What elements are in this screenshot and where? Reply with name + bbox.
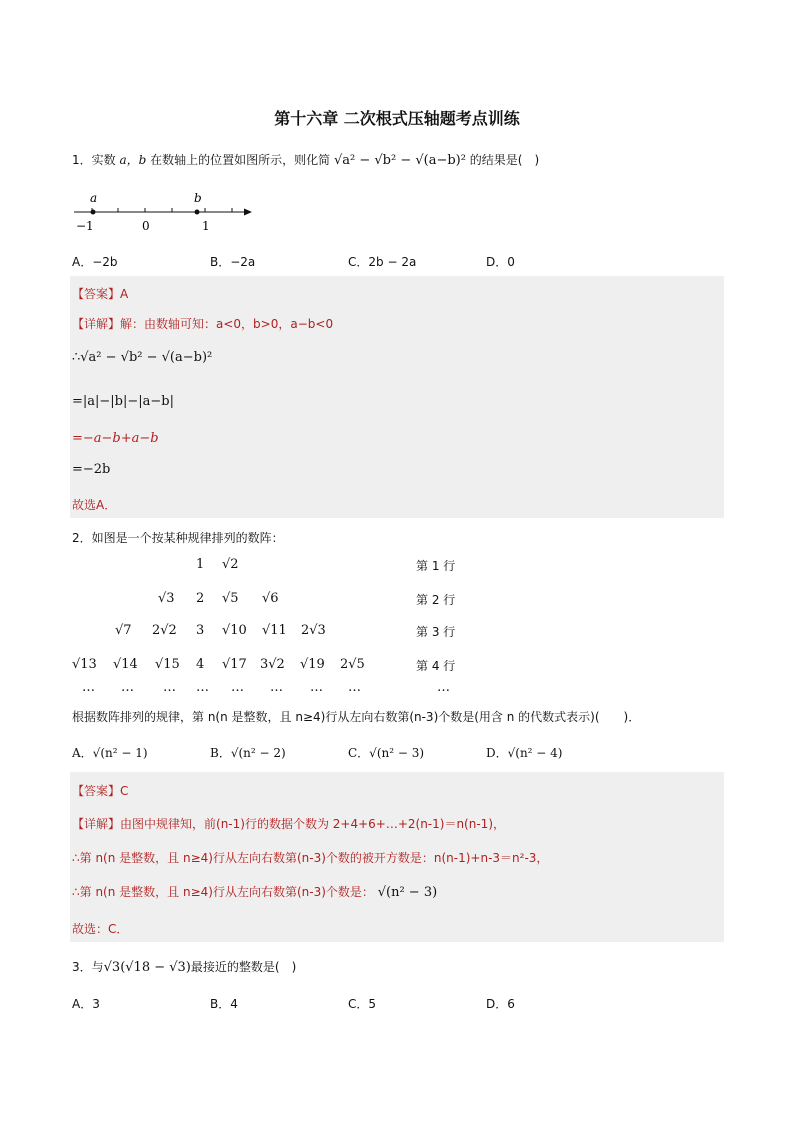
point-a: [91, 210, 96, 215]
q1-stem: [72, 151, 539, 168]
q2-detail-3-expression: √(n² − 3): [377, 885, 438, 900]
matrix-cell: √7: [115, 623, 132, 638]
matrix-cell: 2√5: [340, 657, 365, 672]
q2-stem: 2．如图是一个按某种规律排列的数阵：: [72, 531, 284, 545]
q1-detail-body: 解：由数轴可知：a<0，b>0，a−b<0: [120, 317, 334, 331]
q1-stem-suffix: 的结果是( ): [469, 153, 540, 167]
q1-step-1: ∴√a² − √b² − √(a−b)²: [72, 350, 213, 365]
q3-stem-expression: √3(√18 − √3): [103, 960, 191, 975]
q2-option-c[interactable]: C．√(n² − 3): [348, 746, 425, 760]
q1-detail: [72, 315, 333, 332]
matrix-cell: 2√3: [301, 623, 326, 638]
ellipsis: …: [196, 680, 209, 695]
q3-option-d[interactable]: D．6: [486, 997, 515, 1011]
ellipsis: …: [270, 680, 283, 695]
matrix-cell: √17: [222, 657, 247, 672]
ellipsis: …: [437, 680, 450, 695]
q3-option-c[interactable]: C．5: [348, 997, 377, 1011]
number-line-arrow: [244, 209, 252, 216]
matrix-cell: √10: [222, 623, 247, 638]
q2-detail-3: [72, 883, 437, 900]
q2-detail-1-head: 【详解】: [72, 817, 121, 831]
q2-option-a[interactable]: A．√(n² − 1): [72, 746, 148, 760]
q1-stem-prefix: 1．实数: [72, 153, 116, 167]
matrix-cell: √13: [72, 657, 97, 672]
q3-stem-suffix: 最接近的整数是( ): [190, 960, 297, 974]
q1-option-b[interactable]: B．−2a: [210, 255, 256, 269]
q1-choose: 故选A．: [72, 498, 117, 512]
q1-option-c[interactable]: C．2b − 2a: [348, 255, 417, 269]
label-a: a: [90, 191, 98, 205]
q2-detail-2: ∴第 n(n 是整数，且 n≥4)行从左向右数第(n-3)个数的被开方数是：n(n-1)+n-3＝n²-3，: [72, 851, 549, 865]
q1-option-a[interactable]: A．−2b: [72, 255, 118, 269]
matrix-cell: √11: [262, 623, 287, 638]
q1-step-2: =|a|−|b|−|a−b|: [72, 394, 174, 409]
ellipsis: …: [121, 680, 134, 695]
q2-detail-1-body: 由图中规律知，前(n-1)行的数据个数为 2+4+6+…+2(n-1)＝n(n-1)，: [120, 817, 505, 831]
matrix-cell: 2: [196, 591, 205, 606]
q1-step-4: =−2b: [72, 462, 111, 477]
matrix-cell: √19: [300, 657, 325, 672]
matrix-cell: √2: [222, 557, 239, 572]
q2-question: 根据数阵排列的规律，第 n(n 是整数，且 n≥4)行从左向右数第(n-3)个数是(用含 n 的代数式表示)( )．: [72, 710, 641, 724]
matrix-cell: 3: [196, 623, 205, 638]
q2-option-b[interactable]: B．√(n² − 2): [210, 746, 286, 760]
q3-option-b[interactable]: B．4: [210, 997, 238, 1011]
q2-detail-1: [72, 815, 505, 832]
ellipsis: …: [348, 680, 361, 695]
q1-stem-mid: 在数轴上的位置如图所示，则化简: [150, 153, 331, 167]
tick-label-one: 1: [202, 219, 210, 233]
q1-answer: 【答案】A: [72, 287, 129, 301]
row-label-2: 第 2 行: [416, 593, 456, 607]
q1-step-3: =−a−b+a−b: [72, 431, 159, 446]
ellipsis: …: [310, 680, 323, 695]
q1-stem-vars: a，b: [119, 153, 147, 167]
page-title: 第十六章 二次根式压轴题考点训练: [274, 109, 520, 128]
matrix-cell: 4: [196, 657, 205, 672]
matrix-cell: √14: [113, 657, 138, 672]
ellipsis: …: [163, 680, 176, 695]
matrix-cell: 3√2: [260, 657, 285, 672]
matrix-cell: 1: [196, 557, 205, 572]
q3-stem: [72, 958, 296, 975]
q3-option-a[interactable]: A．3: [72, 997, 100, 1011]
q3-stem-prefix: 3．与: [72, 960, 104, 974]
matrix-cell: √5: [222, 591, 239, 606]
matrix-cell: √15: [155, 657, 180, 672]
ellipsis: …: [82, 680, 95, 695]
row-label-1: 第 1 行: [416, 559, 456, 573]
q1-stem-expression: √a² − √b² − √(a−b)²: [333, 153, 466, 168]
q1-detail-head: 【详解】: [72, 317, 121, 331]
tick-label-minus-one: −1: [76, 219, 94, 233]
tick-label-zero: 0: [142, 219, 150, 233]
row-label-3: 第 3 行: [416, 625, 456, 639]
q2-detail-3-prefix: ∴第 n(n 是整数，且 n≥4)行从左向右数第(n-3)个数是：: [72, 885, 374, 899]
point-b: [195, 210, 200, 215]
matrix-cell: √3: [158, 591, 175, 606]
row-label-4: 第 4 行: [416, 659, 456, 673]
q2-answer: 【答案】C: [72, 784, 129, 798]
q1-option-d[interactable]: D．0: [486, 255, 515, 269]
label-b: b: [194, 191, 202, 205]
q2-option-d[interactable]: D．√(n² − 4): [486, 746, 563, 760]
matrix-cell: 2√2: [152, 623, 177, 638]
ellipsis: …: [231, 680, 244, 695]
number-line: [70, 188, 270, 236]
matrix-cell: √6: [262, 591, 279, 606]
q2-choose: 故选：C．: [72, 922, 129, 936]
